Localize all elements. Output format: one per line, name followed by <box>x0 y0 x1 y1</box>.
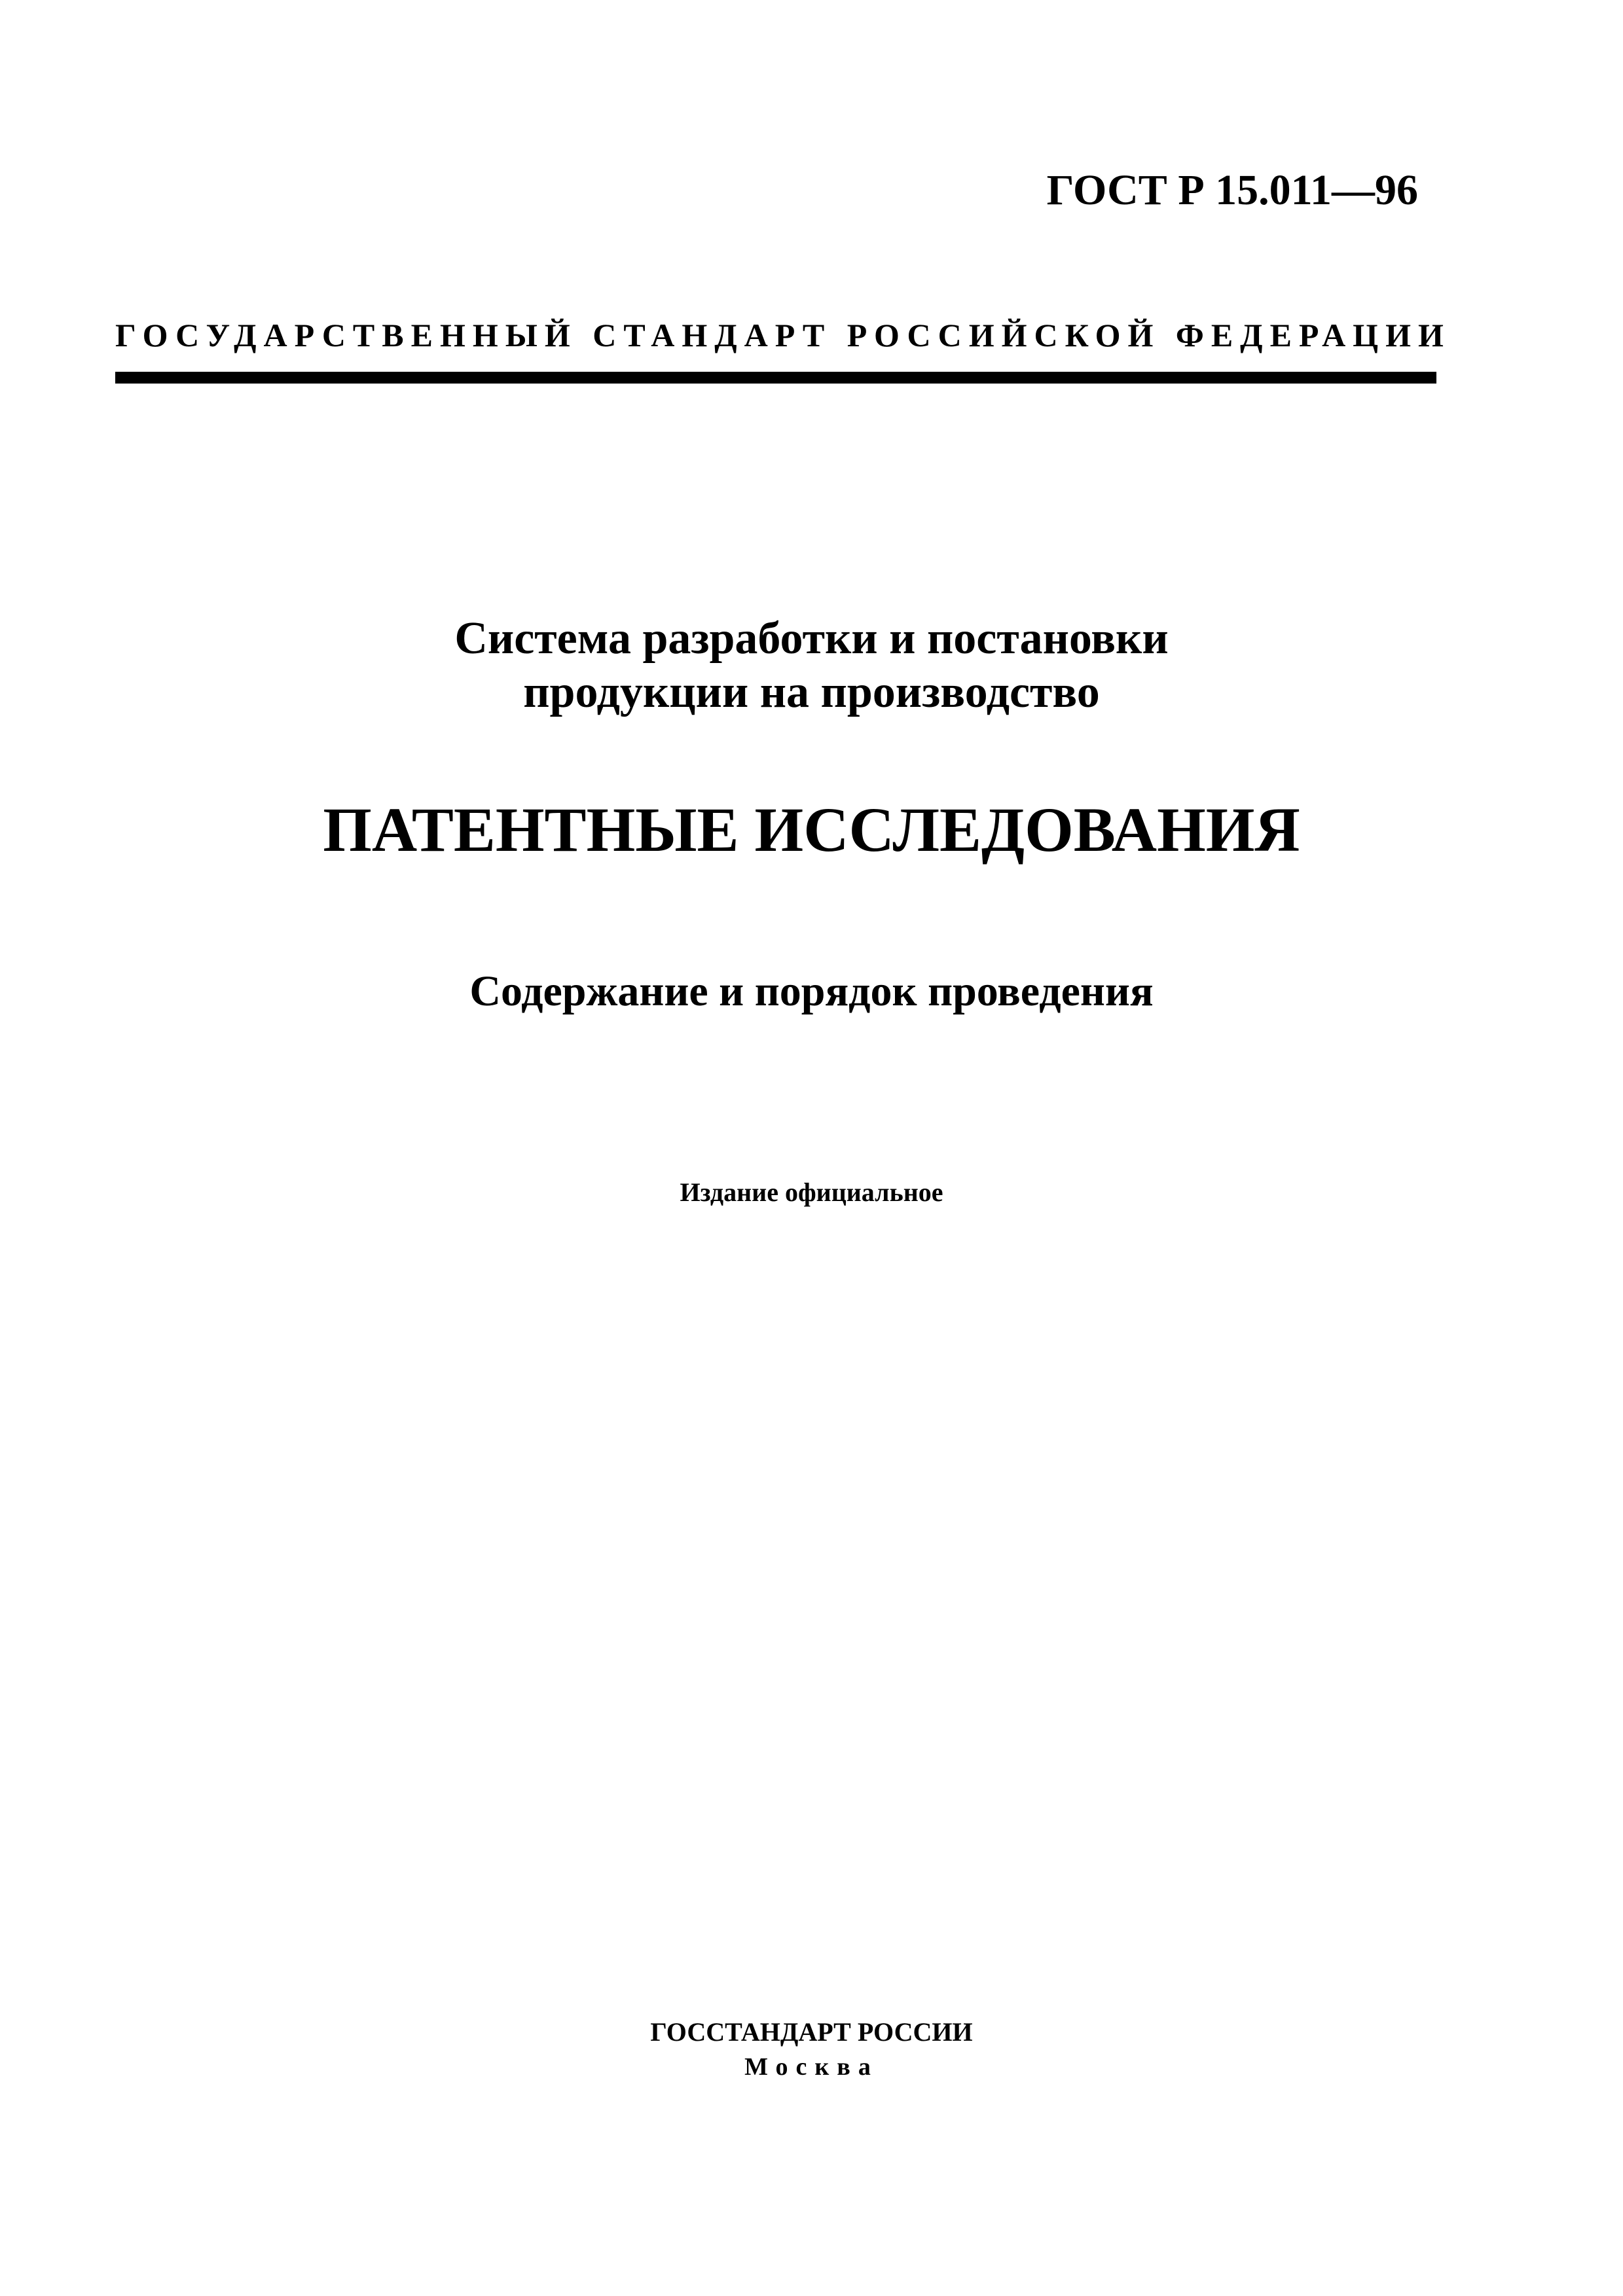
main-title: ПАТЕНТНЫЕ ИССЛЕДОВАНИЯ <box>323 795 1300 865</box>
system-title-line-1: Система разработки и постановки <box>454 613 1169 664</box>
subtitle: Содержание и порядок проведения <box>469 967 1154 1015</box>
edition-label: Издание официальное <box>680 1177 943 1207</box>
state-standard-heading: ГОСУДАРСТВЕННЫЙ СТАНДАРТ РОССИЙСКОЙ ФЕДЕРАЦИИ <box>115 317 1451 353</box>
system-title-line-2: продукции на производство <box>523 667 1100 717</box>
heading-divider <box>115 372 1436 384</box>
system-title <box>0 612 1623 719</box>
standard-designation: ГОСТ Р 15.011—96 <box>1046 166 1418 214</box>
publisher-name: ГОССТАНДАРТ РОССИИ <box>650 2017 973 2047</box>
publication-city: Москва <box>744 2053 879 2081</box>
